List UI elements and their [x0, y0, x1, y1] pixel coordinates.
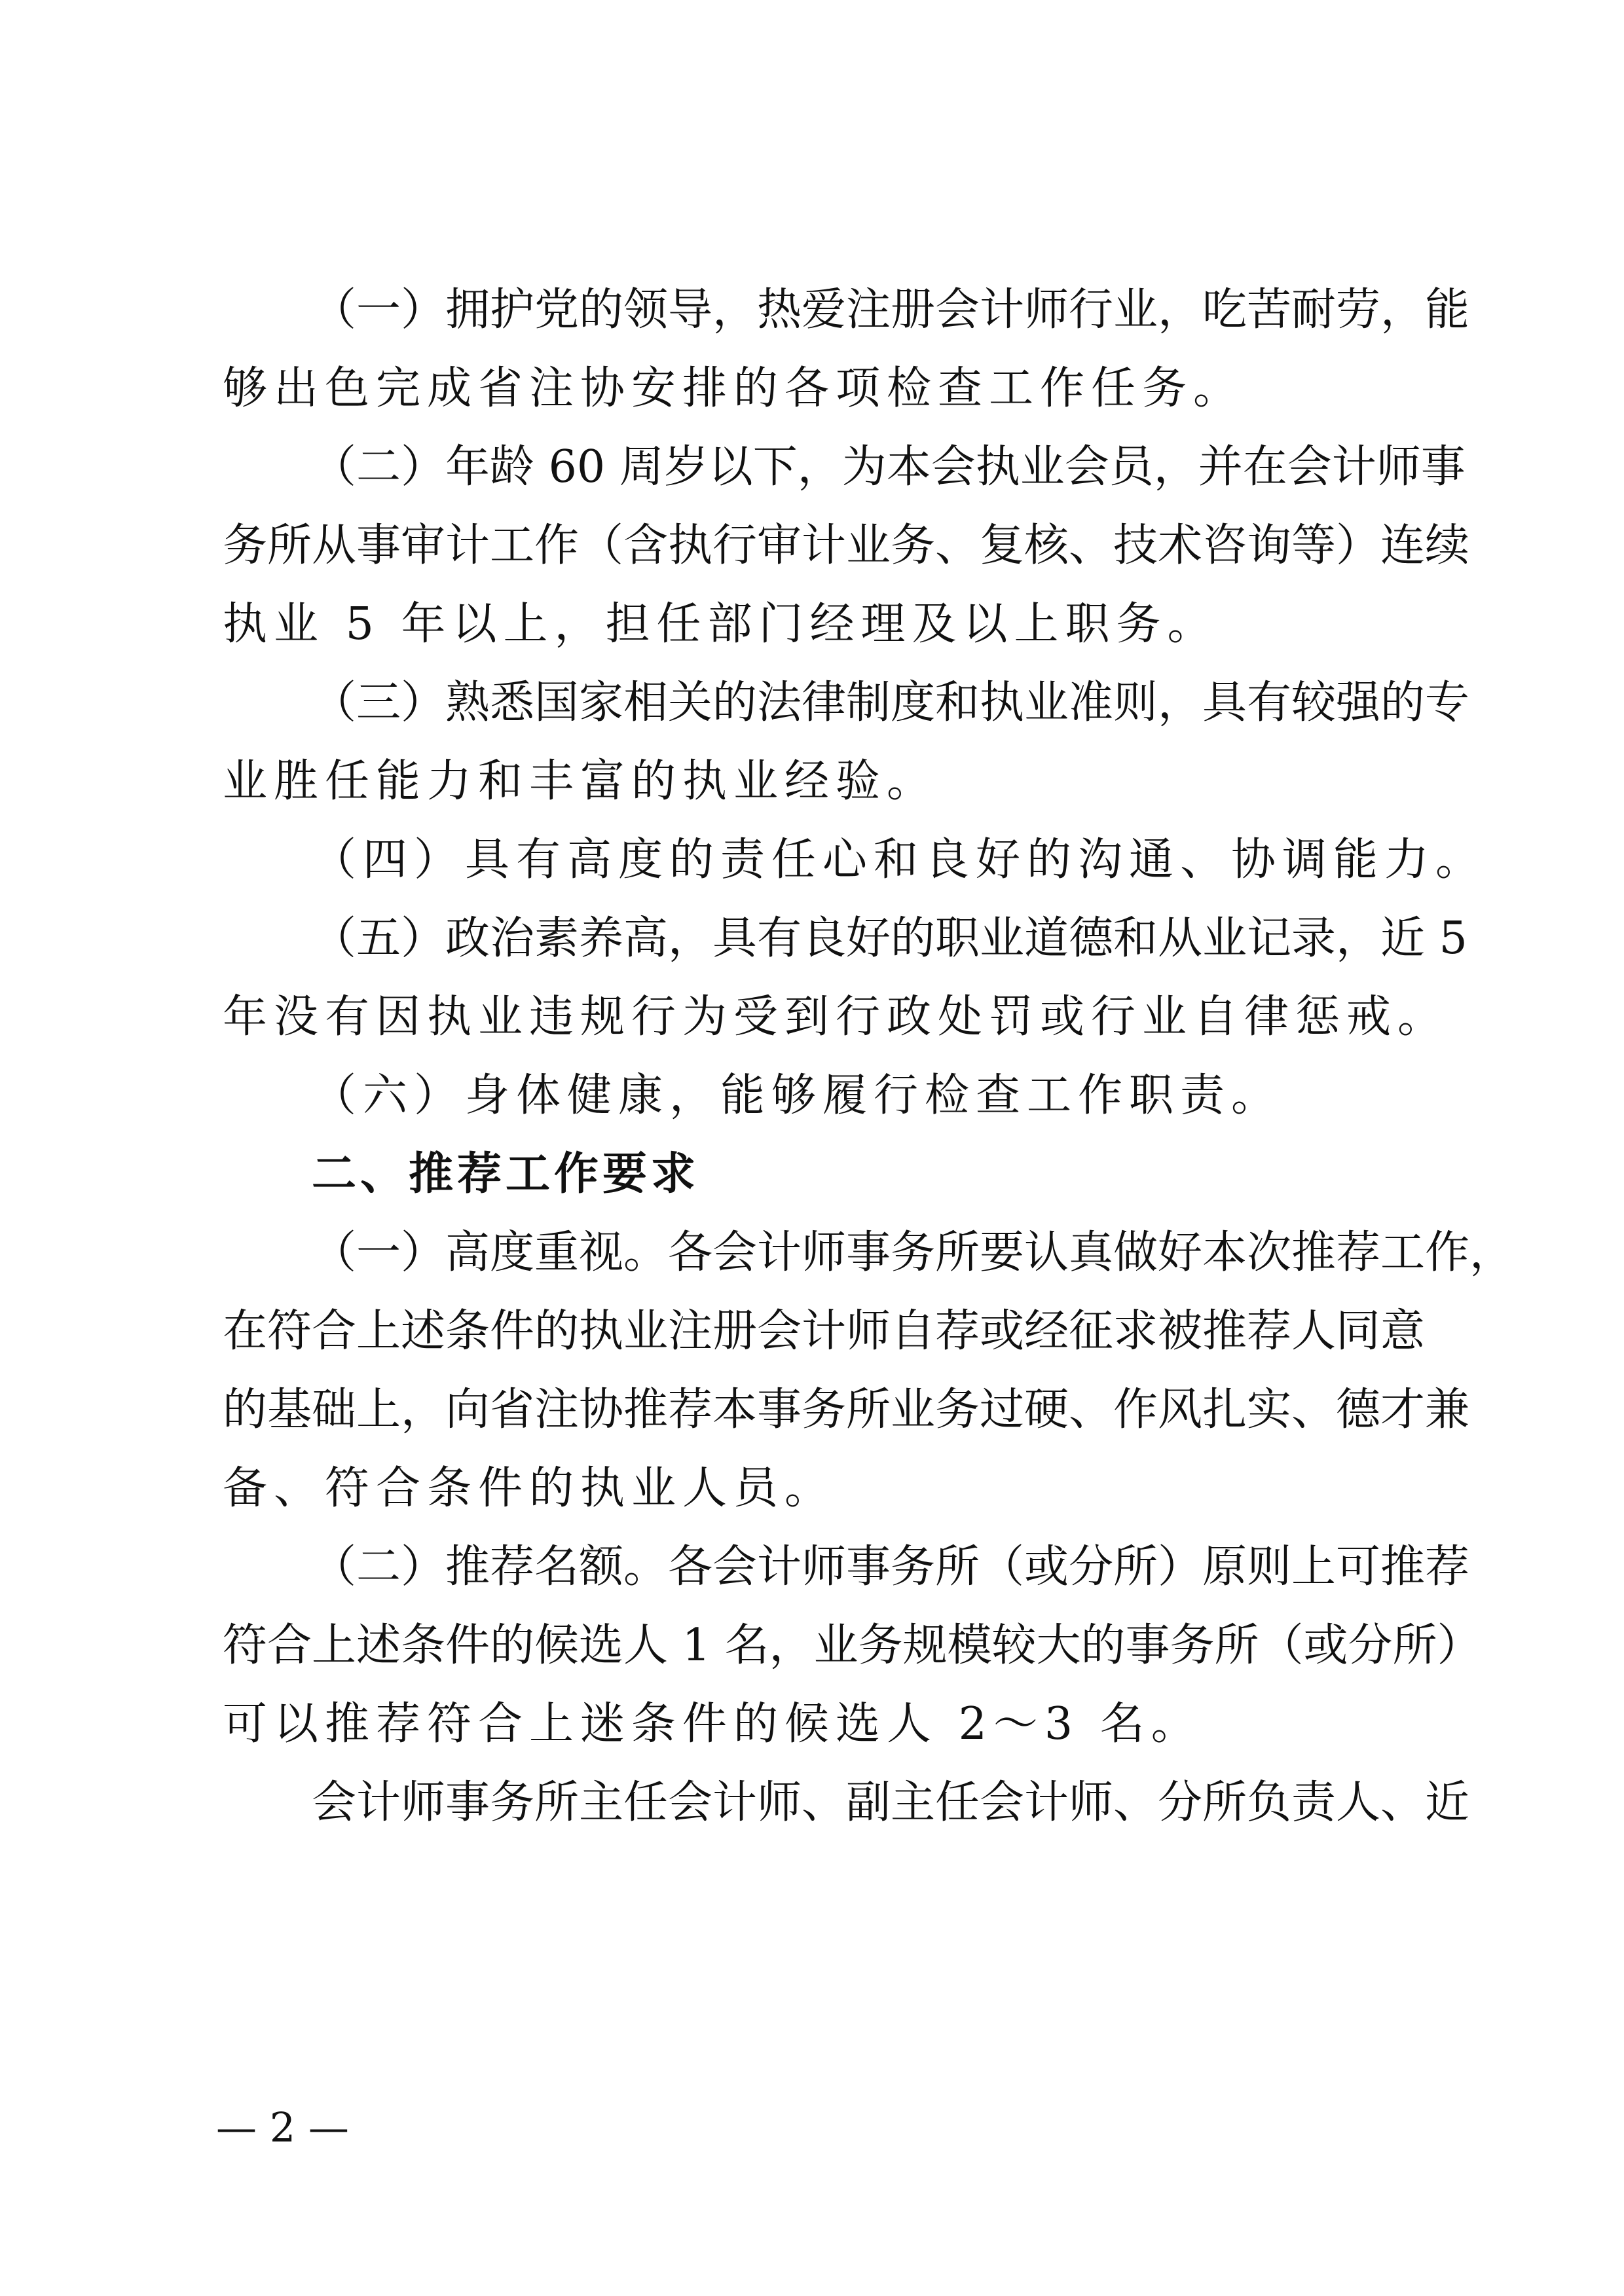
paragraph-1-line-2: 够出色完成省注协安排的各项检查工作任务。 [223, 363, 1245, 414]
paragraph-9-line-1: 会计师事务所主任会计师、副主任会计师、分所负责人、近 [312, 1777, 1470, 1829]
paragraph-2-line-1: （二）年龄 60 周岁以下，为本会执业会员，并在会计师事 [312, 441, 1466, 493]
paragraph-4-line-1: （四）具有高度的责任心和良好的沟通、协调能力。 [312, 834, 1487, 886]
paragraph-5-line-1: （五）政治素养高，具有良好的职业道德和从业记录，近 5 [312, 913, 1467, 964]
paragraph-7-line-3: 的基础上，向省注协推荐本事务所业务过硬、作风扎实、德才兼 [223, 1384, 1470, 1436]
paragraph-7-line-4: 备、符合条件的执业人员。 [223, 1463, 836, 1514]
paragraph-3-line-2: 业胜任能力和丰富的执业经验。 [223, 756, 938, 807]
paragraph-8-line-3: 可以推荐符合上迷条件的候选人 2～3 名。 [223, 1698, 1202, 1750]
paragraph-5-line-2: 年没有因执业违规行为受到行政处罚或行业自律惩戒。 [223, 991, 1449, 1043]
section-heading: 二、推荐工作要求 [312, 1148, 700, 1200]
paragraph-1-line-1: （一）拥护党的领导，热爱注册会计师行业，吃苦耐劳，能 [312, 284, 1470, 336]
page-number: — 2 — [216, 2104, 349, 2151]
paragraph-3-line-1: （三）熟悉国家相关的法律制度和执业准则，具有较强的专 [312, 677, 1470, 729]
paragraph-6-line-1: （六）身体健康，能够履行检查工作职责。 [312, 1070, 1283, 1121]
paragraph-8-line-2: 符合上述条件的候选人 1 名，业务规模较大的事务所（或分所） [223, 1620, 1482, 1671]
paragraph-2-line-3: 执业 5 年以上，担任部门经理及以上职务。 [223, 598, 1219, 650]
paragraph-7-line-1: （一）高度重视。各会计师事务所要认真做好本次推荐工作， [312, 1227, 1515, 1279]
paragraph-7-line-2: 在符合上述条件的执业注册会计师自荐或经征求被推荐人同意 [223, 1305, 1426, 1357]
paragraph-8-line-1: （二）推荐名额。各会计师事务所（或分所）原则上可推荐 [312, 1541, 1470, 1593]
paragraph-2-line-2: 务所从事审计工作（含执行审计业务、复核、技术咨询等）连续 [223, 520, 1470, 572]
